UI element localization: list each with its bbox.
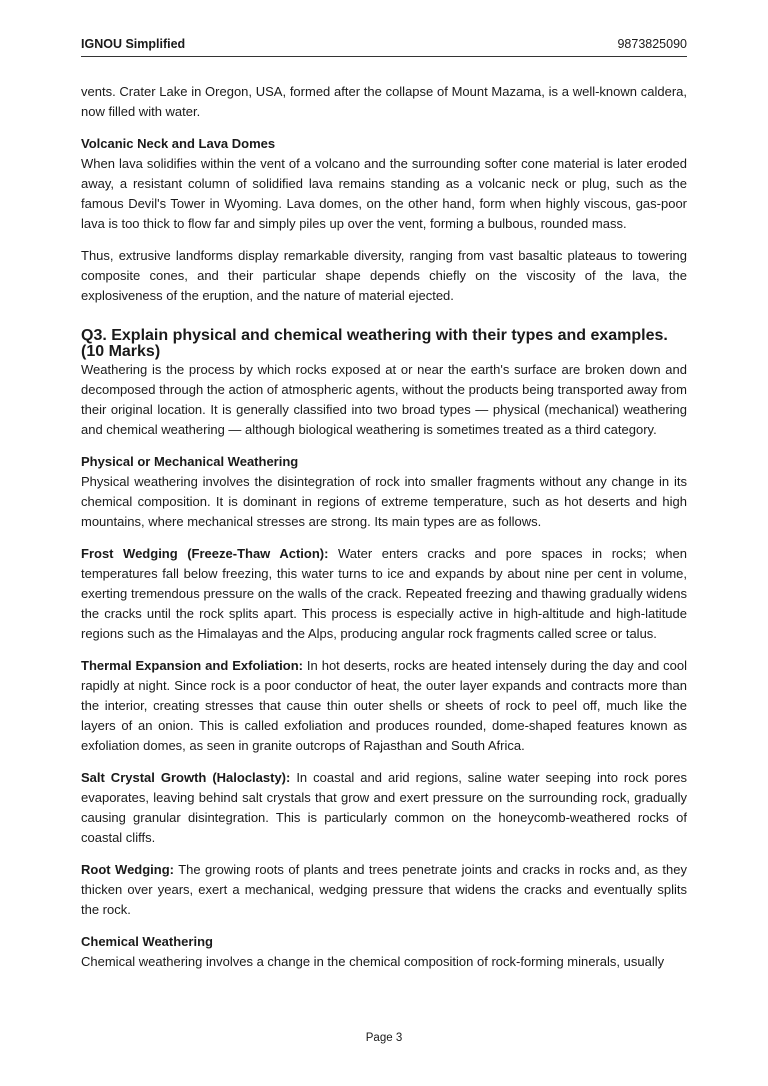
paragraph-weathering-intro: Weathering is the process by which rocks exposed at or near the earth's surface are broken down and decomposed through the action of atmospheric agents, without the products being transported away from their original location. It is generally classified into two broad types — physical (mechanical) weathering and chemical weathering — although biological weathering is sometimes treated as a third category. [81,362,687,437]
term-frost-wedging: Frost Wedging (Freeze-Thaw Action): [81,546,329,561]
paragraph-thermal-expansion [81,656,687,756]
heading-volcanic-neck: Volcanic Neck and Lava Domes [81,136,276,151]
text-root-wedging: The growing roots of plants and trees penetrate joints and cracks in rocks and, as they thicken over years, exert a mechanical, wedging pressure that widens the cracks and eventually splits the rock. [81,862,687,917]
text-salt-crystal: In coastal and arid regions, saline water seeping into rock pores evaporates, leaving behind salt crystals that grow and exert pressure on the surrounding rock, gradually causing granular disintegration. This is particularly common on the honeycomb-weathered rocks of coastal cliffs. [81,770,687,845]
paragraph-volcanic-neck: When lava solidifies within the vent of a volcano and the surrounding softer cone material is later eroded away, a resistant column of solidified lava remains standing as a volcanic neck or plug, such as the famous Devil's Tower in Wyoming. Lava domes, on the other hand, form when highly viscous, gas-poor lava is too thick to flow far and simply piles up over the vent, forming a bulbous, rounded mass. [81,156,687,231]
term-salt-crystal: Salt Crystal Growth (Haloclasty): [81,770,291,785]
paragraph-chemical-weathering: Chemical weathering involves a change in the chemical composition of rock-forming minerals, usually [81,954,665,969]
paragraph-root-wedging [81,860,687,920]
paragraph-physical-weathering: Physical weathering involves the disintegration of rock into smaller fragments without any change in its chemical composition. It is dominant in regions of extreme temperature, such as hot deserts and high mountains, where mechanical stresses are strong. Its main types are as follows. [81,474,687,529]
paragraph-frost-wedging [81,544,687,644]
term-thermal-expansion: Thermal Expansion and Exfoliation: [81,658,303,673]
paragraph-vents: vents. Crater Lake in Oregon, USA, formed after the collapse of Mount Mazama, is a well-known caldera, now filled with water. [81,84,687,119]
paragraph-salt-crystal [81,768,687,848]
question-title: Q3. Explain physical and chemical weathering with their types and examples. (10 Marks) [81,327,668,360]
document-body [81,82,687,984]
text-frost-wedging: Water enters cracks and pore spaces in rocks; when temperatures fall below freezing, this water turns to ice and expands by about nine per cent in volume, exerting tremendous pressure on the walls of the crack. Repeated freezing and thawing gradually widens the cracks until the rock splits apart. This process is especially active in high-altitude and high-latitude regions such as the Himalayas and the Alps, producing angular rock fragments called scree or talus. [81,546,687,641]
paragraph-extrusive-summary: Thus, extrusive landforms display remarkable diversity, ranging from vast basaltic plateaus to towering composite cones, and their particular shape depends chiefly on the viscosity of the lava, the explosiveness of the eruption, and the nature of material ejected. [81,248,687,303]
heading-chemical-weathering: Chemical Weathering [81,934,213,949]
header-brand: IGNOU Simplified [81,37,186,51]
header-phone: 9873825090 [617,37,687,51]
heading-physical-weathering: Physical or Mechanical Weathering [81,454,299,469]
text-thermal-expansion: In hot deserts, rocks are heated intensely during the day and cool rapidly at night. Since rock is a poor conductor of heat, the outer layer expands and contracts more than the interior, creating stresses that cause thin outer shells or sheets of rock to peel off, much like the layers of an onion. This is called exfoliation and produces rounded, dome-shaped features known as exfoliation domes, as seen in granite outcrops of Rajasthan and South Africa. [81,658,687,753]
page-number: Page 3 [365,1032,403,1044]
page-header [81,34,687,57]
term-root-wedging: Root Wedging: [81,862,175,877]
